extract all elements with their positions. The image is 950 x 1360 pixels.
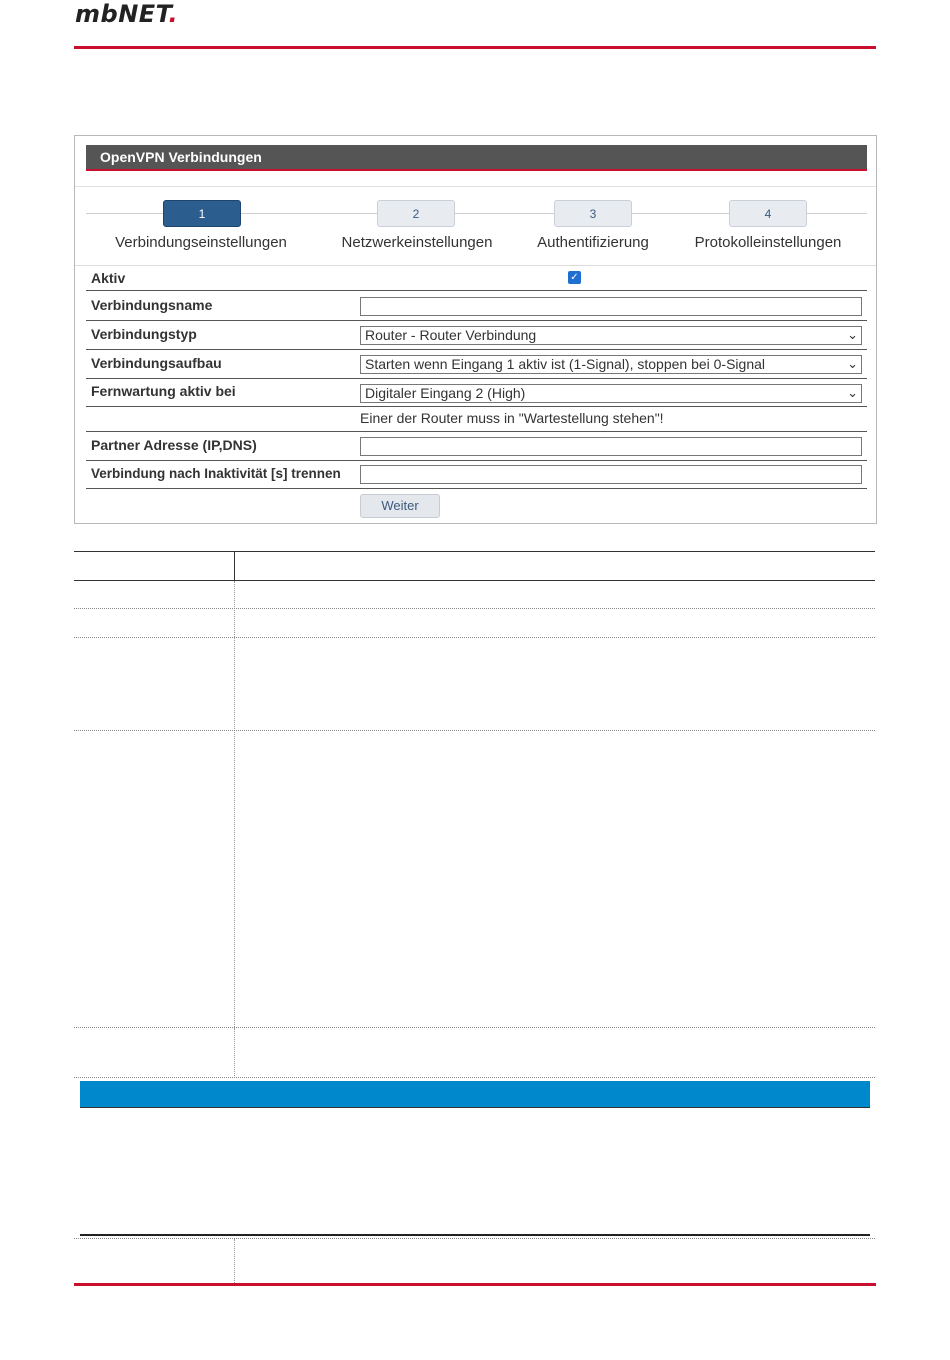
table-column-divider bbox=[234, 581, 235, 1027]
header-divider bbox=[74, 46, 876, 49]
wizard-separator bbox=[75, 186, 876, 187]
wizard-step-1-label: Verbindungseinstellungen bbox=[115, 234, 287, 251]
verbindungstyp-label: Verbindungstyp bbox=[91, 326, 197, 342]
wizard-step-3-label: Authentifizierung bbox=[537, 234, 649, 251]
inaktivitaet-input[interactable] bbox=[360, 465, 862, 484]
table-row-rule bbox=[74, 1238, 875, 1239]
partner-adresse-label: Partner Adresse (IP,DNS) bbox=[91, 437, 257, 453]
row-verbindungstyp bbox=[86, 321, 867, 350]
table-row-rule bbox=[74, 1077, 875, 1078]
table-row-rule bbox=[74, 608, 875, 609]
row-verbindungsname bbox=[86, 291, 867, 321]
chevron-down-icon: ⌄ bbox=[847, 327, 858, 342]
panel-title: OpenVPN Verbindungen bbox=[86, 145, 867, 171]
openvpn-panel bbox=[74, 135, 877, 524]
wizard-step-3[interactable]: 3 bbox=[554, 200, 632, 227]
row-inaktivitaet bbox=[86, 461, 867, 489]
wizard-step-4[interactable]: 4 bbox=[729, 200, 807, 227]
chevron-down-icon: ⌄ bbox=[847, 385, 858, 400]
table-row-rule bbox=[74, 637, 875, 638]
inaktivitaet-label: Verbindung nach Inaktivität [s] trennen bbox=[91, 466, 341, 481]
fernwartung-label: Fernwartung aktiv bei bbox=[91, 383, 236, 399]
info-box-bottom-rule bbox=[80, 1234, 870, 1236]
row-fernwartung bbox=[86, 379, 867, 407]
wizard-step-4-label: Protokolleinstellungen bbox=[694, 234, 842, 251]
verbindungsaufbau-select[interactable] bbox=[360, 355, 862, 374]
table-top-rule bbox=[74, 551, 875, 552]
verbindungsaufbau-value: Starten wenn Eingang 1 aktiv ist (1-Signal), stoppen bei 0-Signal bbox=[365, 356, 766, 372]
wizard-step-1[interactable]: 1 bbox=[163, 200, 241, 227]
row-aktiv bbox=[86, 266, 867, 291]
info-box-header bbox=[80, 1081, 870, 1108]
table-row-rule bbox=[74, 1027, 875, 1028]
verbindungstyp-value: Router - Router Verbindung bbox=[365, 327, 537, 343]
weiter-button[interactable]: Weiter bbox=[360, 494, 440, 518]
fernwartung-select[interactable] bbox=[360, 384, 862, 403]
verbindungsname-input[interactable] bbox=[360, 297, 862, 316]
footer-divider bbox=[74, 1283, 876, 1286]
verbindungstyp-select[interactable] bbox=[360, 326, 862, 345]
table-row-rule bbox=[74, 730, 875, 731]
chevron-down-icon: ⌄ bbox=[847, 356, 858, 371]
table-header-rule bbox=[74, 580, 875, 581]
wizard-step-2-label: Netzwerkeinstellungen bbox=[341, 234, 493, 251]
row-partner-adresse bbox=[86, 432, 867, 461]
row-verbindungsaufbau bbox=[86, 350, 867, 379]
mbnet-logo: mbNET. bbox=[75, 0, 179, 28]
row-hint bbox=[86, 407, 867, 432]
wizard-step-2[interactable]: 2 bbox=[377, 200, 455, 227]
wartestellung-hint: Einer der Router muss in "Wartestellung stehen"! bbox=[360, 410, 664, 426]
table-column-divider bbox=[234, 1028, 235, 1078]
partner-adresse-input[interactable] bbox=[360, 437, 862, 456]
fernwartung-value: Digitaler Eingang 2 (High) bbox=[365, 385, 526, 401]
verbindungsaufbau-label: Verbindungsaufbau bbox=[91, 355, 222, 371]
table-header-divider bbox=[234, 551, 235, 580]
aktiv-label: Aktiv bbox=[91, 270, 126, 286]
verbindungsname-label: Verbindungsname bbox=[91, 297, 213, 313]
table-column-divider bbox=[234, 1239, 235, 1283]
aktiv-checkbox[interactable]: ✓ bbox=[568, 271, 581, 284]
